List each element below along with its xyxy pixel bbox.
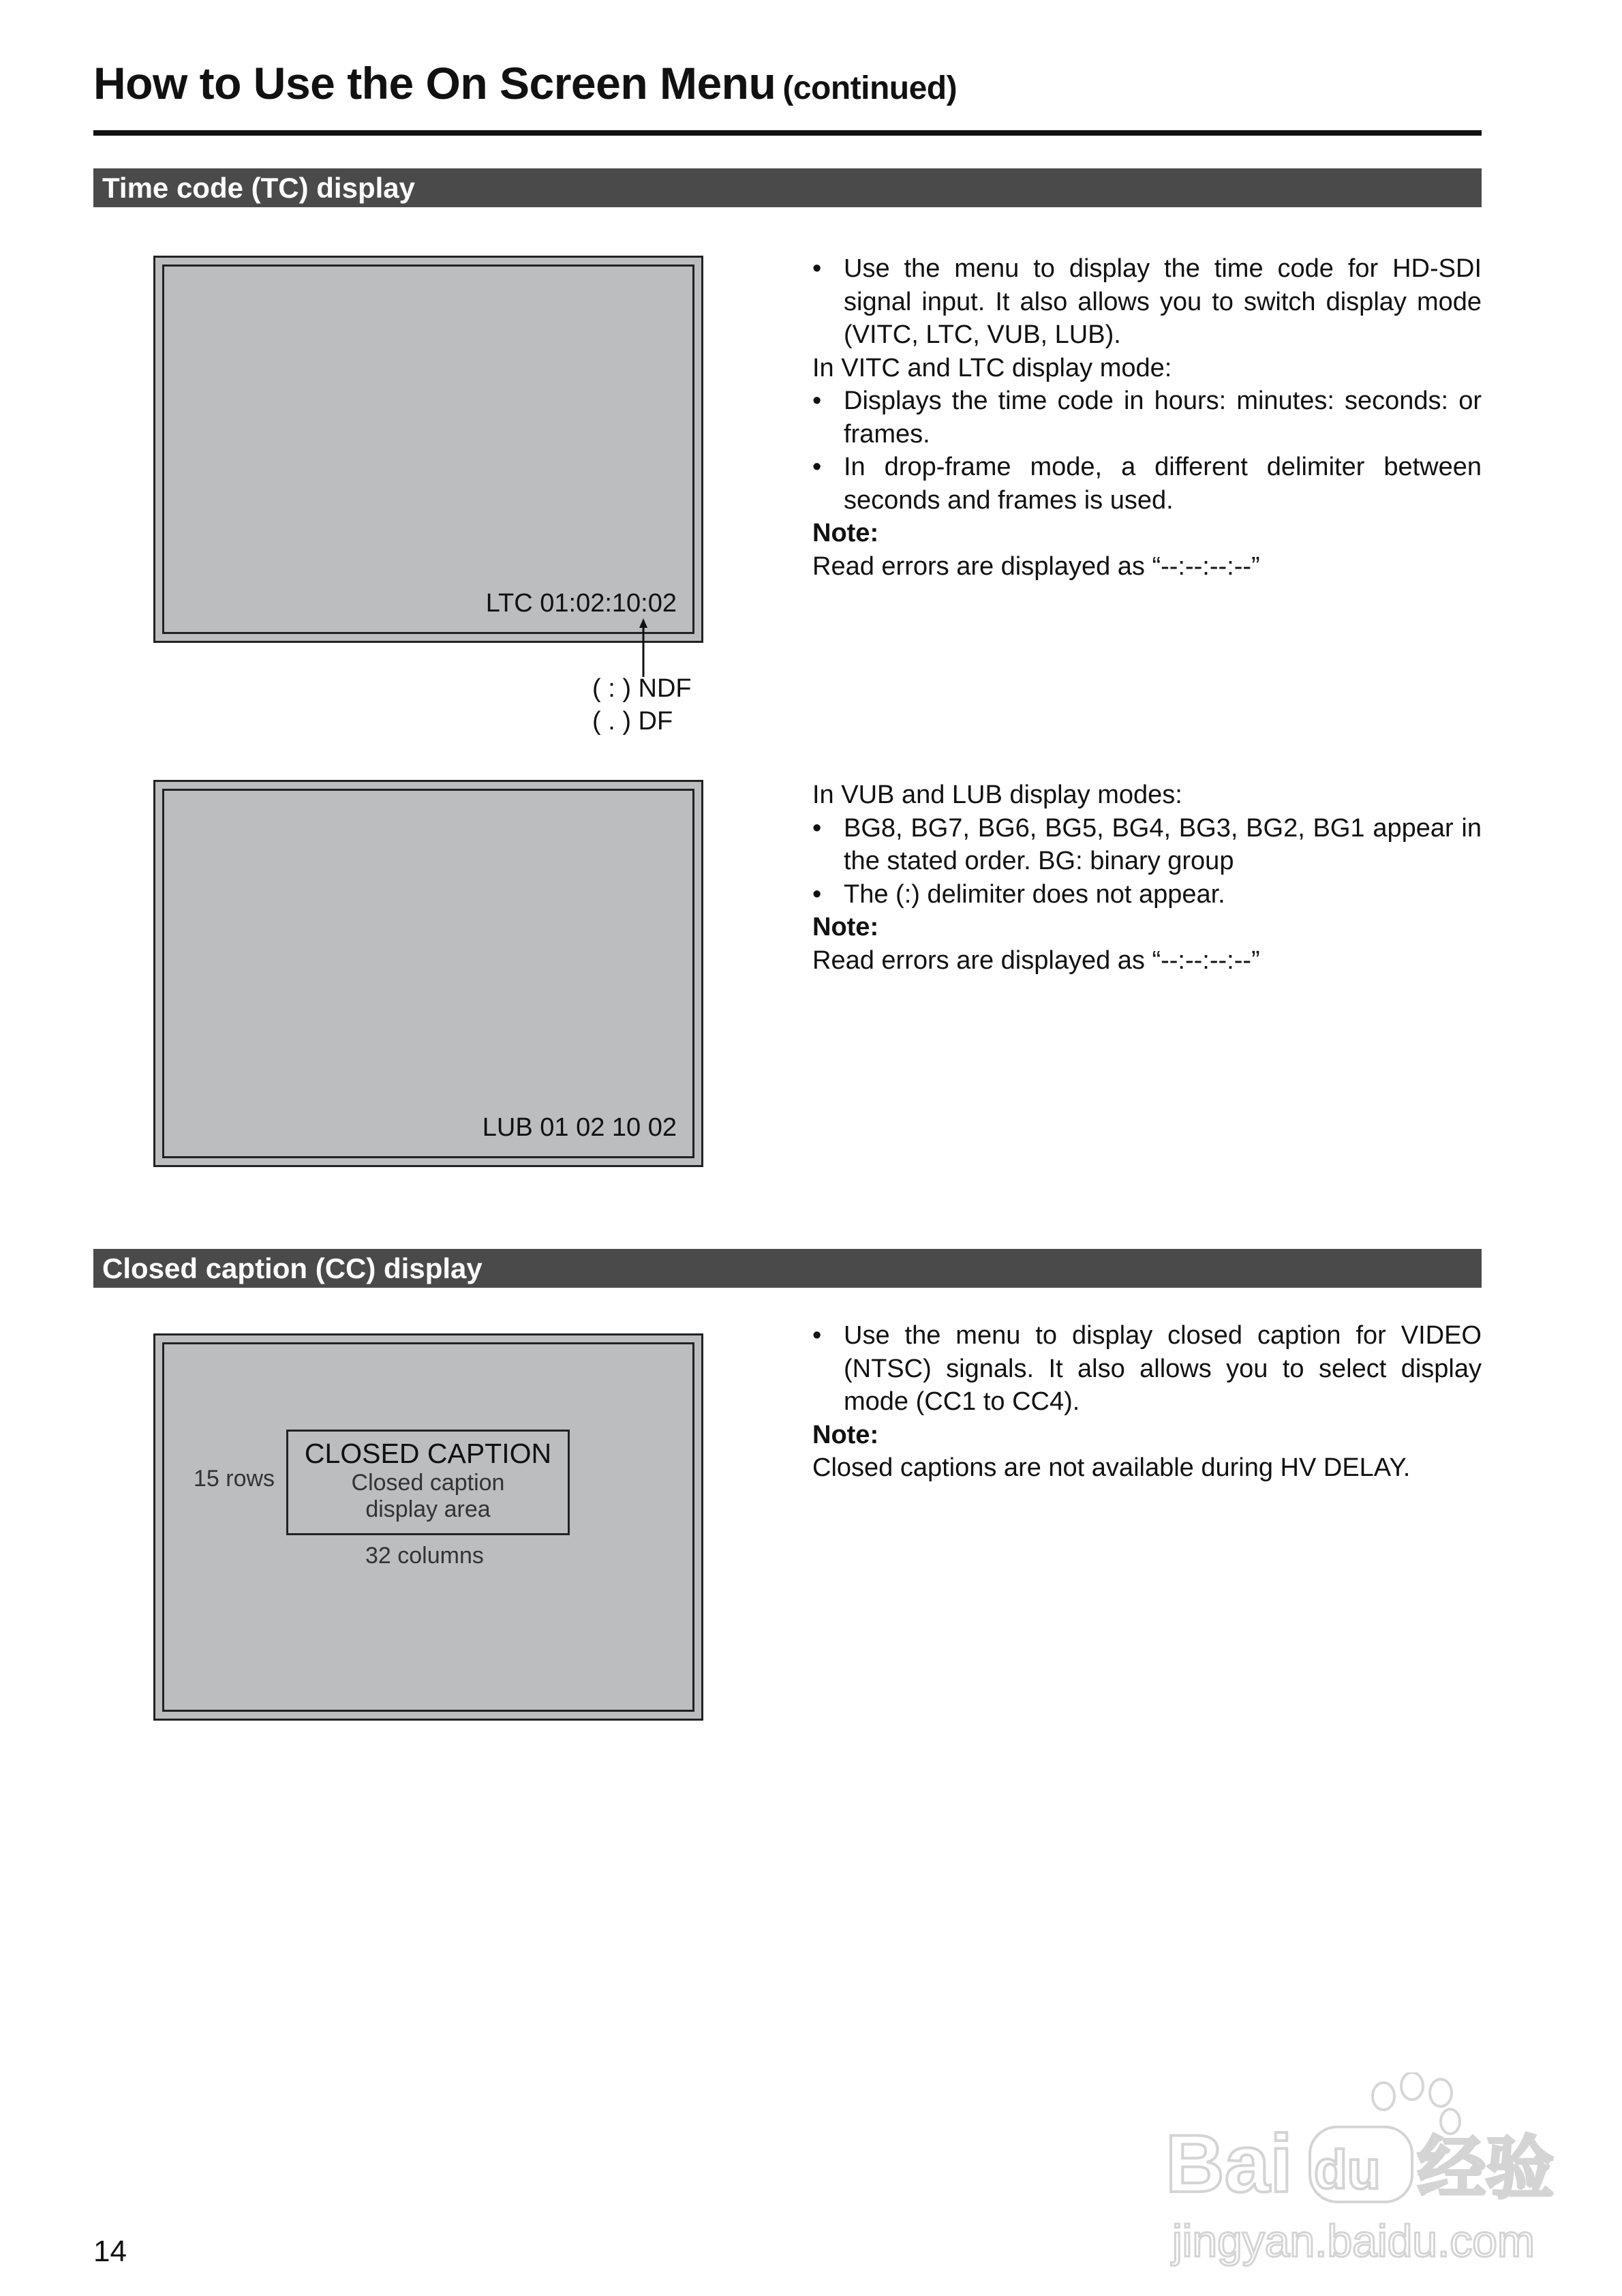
tc-vitc-ltc-intro: In VITC and LTC display mode: (812, 353, 1172, 382)
page-title-continued: (continued) (782, 70, 958, 106)
cc-box-title: CLOSED CAPTION (304, 1438, 552, 1469)
tc-screen-ltc-inner-frame (162, 265, 694, 634)
svg-text:du: du (1314, 2139, 1381, 2200)
cc-rows-label: 15 rows (194, 1466, 275, 1492)
ndf-label: ( : ) NDF (592, 674, 692, 703)
delimiter-pointer-arrow-icon (630, 617, 657, 678)
baidu-watermark-logo (1159, 2072, 1554, 2277)
tc-screen-lub-inner-frame (162, 789, 694, 1158)
svg-text:jingyan.baidu.com: jingyan.baidu.com (1172, 2216, 1535, 2266)
cc-note-text: Closed captions are not available during HV DELAY. (812, 1453, 1411, 1482)
vub-note-text: Read errors are displayed as “--:--:--:--” (812, 946, 1260, 975)
page-number: 14 (93, 2235, 127, 2268)
page-title-text: How to Use the On Screen Menu (93, 58, 776, 108)
vub-bullet-delimiter: • The (:) delimiter does not appear. (812, 878, 1482, 911)
lub-readout: LUB 01 02 10 02 (482, 1113, 677, 1142)
cc-box-line-1: Closed caption (351, 1470, 505, 1496)
tc-note-label: Note: (812, 519, 879, 547)
tc-note-text: Read errors are displayed as “--:--:--:--” (812, 552, 1260, 581)
tc-screen-ltc (153, 256, 703, 643)
vub-note-label: Note: (812, 913, 879, 941)
svg-text:经验: 经验 (1418, 2128, 1554, 2208)
df-label: ( . ) DF (592, 707, 673, 736)
cc-box-line-2: display area (365, 1496, 491, 1522)
cc-display-area-box (286, 1430, 570, 1535)
svg-text:Bai: Bai (1165, 2118, 1293, 2209)
vub-lub-intro: In VUB and LUB display modes: (812, 781, 1182, 809)
tc-description-1 (812, 252, 1482, 583)
ltc-readout: LTC 01:02:10:02 (485, 589, 677, 618)
cc-note-label: Note: (812, 1420, 879, 1449)
vub-bullet-binary-groups: • BG8, BG7, BG6, BG5, BG4, BG3, BG2, BG1 appear in the stated order. BG: binary group (812, 812, 1482, 878)
tc-bullet-drop-frame: • In drop-frame mode, a different delimiter between seconds and frames is used. (812, 451, 1482, 517)
title-rule (93, 130, 1482, 136)
page-title (93, 57, 957, 109)
section-heading-closed-caption: Closed caption (CC) display (93, 1249, 1482, 1288)
tc-screen-lub (153, 780, 703, 1167)
cc-description (812, 1319, 1482, 1485)
cc-bullet-menu: • Use the menu to display closed caption for VIDEO (NTSC) signals. It also allows you to select display mode (CC1 to CC4). (812, 1319, 1482, 1419)
tc-bullet-menu: • Use the menu to display the time code for HD-SDI signal input. It also allows you to switch display mode (VITC, LTC, VUB, LUB). (812, 252, 1482, 352)
tc-bullet-hours: • Displays the time code in hours: minutes: seconds: or frames. (812, 384, 1482, 451)
cc-columns-label: 32 columns (365, 1543, 484, 1569)
section-heading-time-code: Time code (TC) display (93, 168, 1482, 207)
tc-description-2 (812, 779, 1482, 977)
